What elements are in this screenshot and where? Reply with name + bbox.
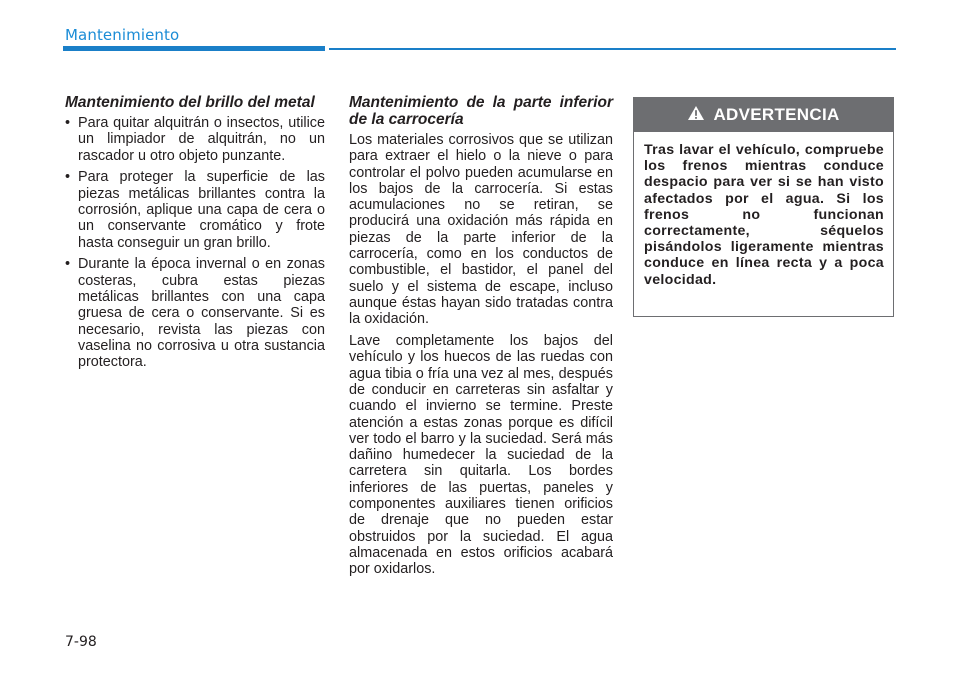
header-rule-thin [329, 48, 896, 50]
paragraph: Lave completamente los bajos del vehículo y los huecos de las ruedas con agua tibia o fría una vez al mes, después de conducir en carreteras sin asfaltar y cuando el invierno se termine. Preste atención a estas zonas porque es difícil ver todo el barro y la suciedad. Será más dañino humedecer la suciedad de la carretera sin quitarla. Los bordes inferiores de las puertas, paneles y componentes auxiliares tienen orificios de drenaje que no pueden estar obstruidos por la suciedad. El agua almacenada en estos orificios acabará por oxidarlos. [349, 333, 613, 578]
bullet-item: • Para quitar alquitrán o insectos, utilice un limpiador de alquitrán, no un rascador u otro objeto punzante. [65, 115, 325, 164]
heading-brillo-metal: Mantenimiento del brillo del metal [65, 94, 315, 111]
warning-triangle-icon [687, 105, 705, 126]
bullet-list [65, 115, 325, 370]
section-title: Mantenimiento [65, 26, 180, 44]
column-brillo-metal [65, 94, 325, 376]
bullet-item: • Durante la época invernal o en zonas costeras, cubra estas piezas metálicas brillantes con una capa gruesa de cera o conservante. Si es necesario, revista las piezas con vaselina no corrosiva u otra sustancia protectora. [65, 256, 325, 370]
warning-text: Tras lavar el vehículo, compruebe los frenos mientras conduce despacio para ver si se han visto afectados por el agua. Si los frenos no funcionan correctamente, séquelos pisándolos ligeramente mientras conduce en línea recta y a poca velocidad. [644, 142, 884, 288]
warning-box [633, 97, 894, 317]
bullet-item: • Para proteger la superficie de las piezas metálicas brillantes contra la corrosión, aplique una capa de cera o un conservante cromático y frote hasta conseguir un gran brillo. [65, 169, 325, 250]
warning-title: ADVERTENCIA [713, 105, 840, 124]
paragraph: Los materiales corrosivos que se utilizan para extraer el hielo o la nieve o para controlar el polvo pueden acumularse en los bajos de la carrocería. Si estas acumulaciones no se retiran, se producirá una oxidación más rápida en piezas de la parte inferior de la carrocería, como en los conductos de combustible, el bastidor, el panel del suelo y el sistema de escape, incluso aunque éstas hayan sido tratadas contra la oxidación. [349, 132, 613, 328]
header-rule-thick [63, 46, 325, 51]
page-number: 7-98 [65, 634, 97, 650]
warning-header [634, 98, 893, 132]
heading-parte-inferior: Mantenimiento de la parte inferior de la carrocería [349, 94, 613, 128]
column-parte-inferior [349, 94, 613, 583]
